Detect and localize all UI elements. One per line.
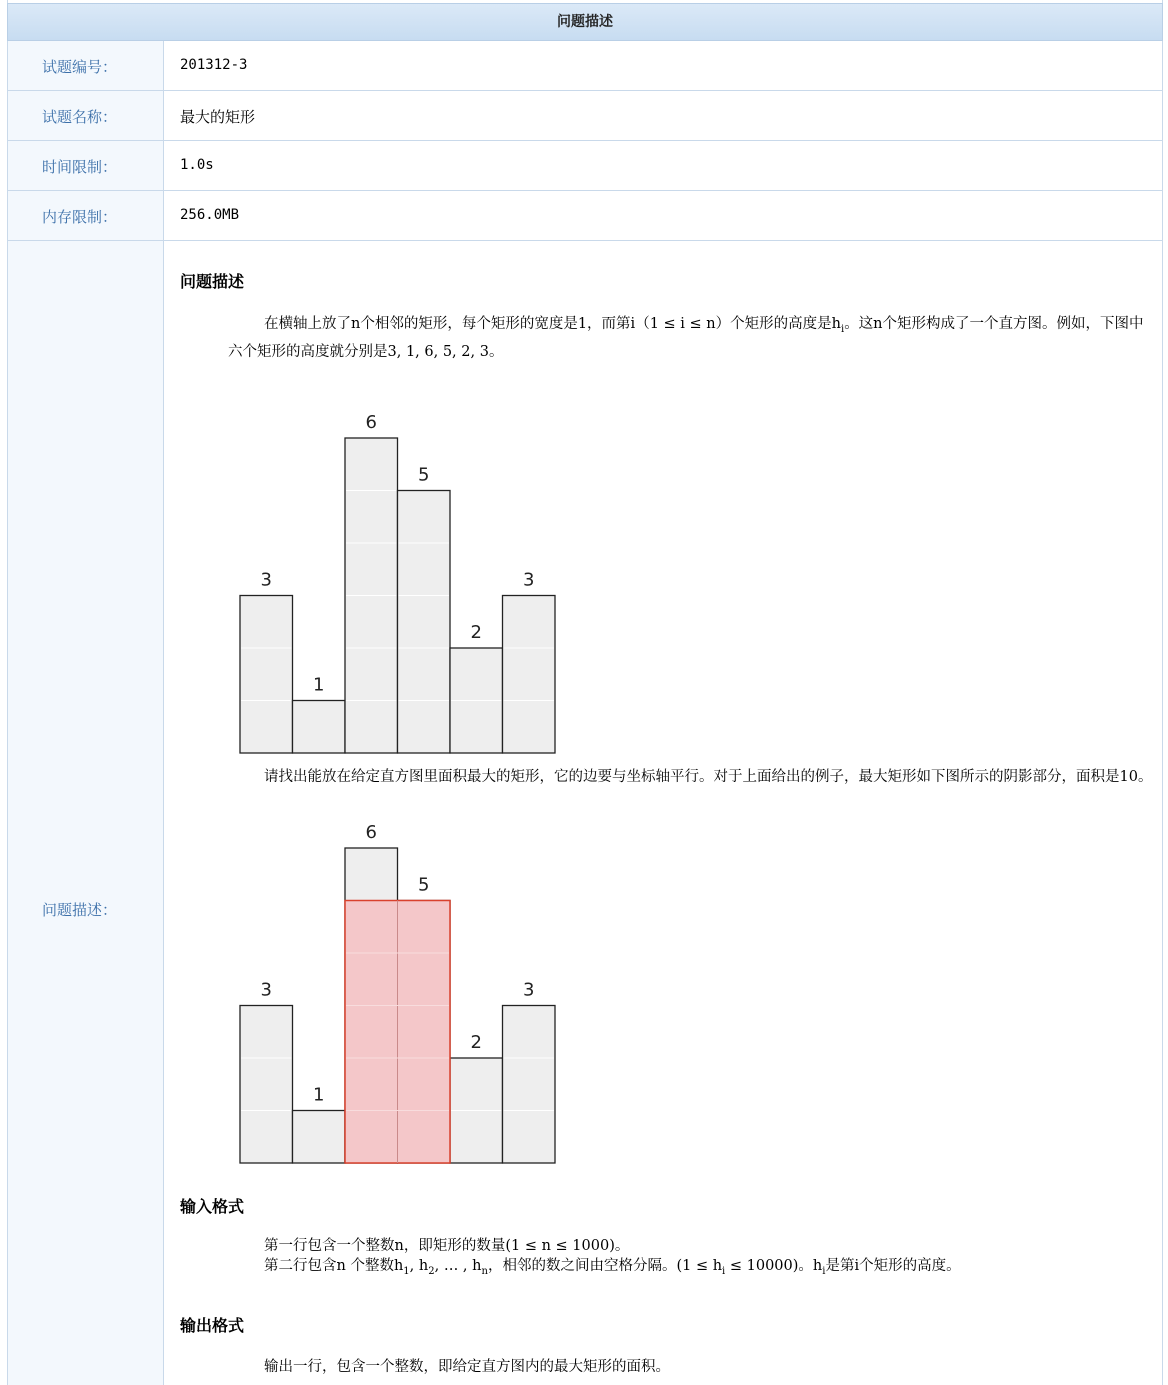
histogram-highlight-chart: [236, 811, 566, 1171]
section-title-input: 输入格式: [180, 1197, 245, 1216]
info-row-time: [8, 141, 1162, 191]
bar-data-label: 5: [418, 874, 430, 896]
bar-data-label: 6: [365, 822, 377, 843]
memory-limit-value: 256.0MB: [180, 207, 240, 223]
problem-id-value: 201312-3: [180, 57, 248, 73]
input-format-text: 第一行包含一个整数n，即矩形的数量(1 ≤ n ≤ 1000)。 第二行包含n 个整数$h_1$, $h_2$, … , $h_n$，相邻的数之间由空格分隔。$(1 \le h_i \le 10000)$。$h_i$是第i个矩形的高度。: [264, 1238, 961, 1277]
row-label: 内存限制：: [42, 208, 118, 226]
section-title-description: 问题描述: [180, 272, 245, 291]
bar-data-label: 2: [470, 1032, 482, 1053]
bar-data-label: 6: [365, 412, 377, 433]
bar-data-label: 3: [523, 979, 535, 1001]
description-row: [8, 241, 1162, 1385]
row-label: 试题编号：: [42, 58, 118, 76]
problem-name-value: 最大的矩形: [180, 108, 256, 126]
histogram-chart: [236, 401, 566, 761]
histogram-bar: [503, 596, 556, 754]
info-row-id: [8, 41, 1162, 91]
bar-data-label: 3: [260, 569, 272, 591]
histogram-bar: [240, 1006, 293, 1164]
bar-data-label: 2: [470, 622, 482, 643]
time-limit-value: 1.0s: [180, 157, 214, 173]
histogram-bar: [398, 491, 451, 754]
page-title: 问题描述: [7, 3, 1163, 41]
bar-data-label: 1: [313, 1084, 325, 1106]
paragraph-task: 请找出能放在给定直方图里面积最大的矩形，它的边要与坐标轴平行。对于上面给出的例子，最大矩形如下图所示的阴影部分，面积是10。: [264, 769, 1153, 785]
info-row-name: [8, 91, 1162, 141]
row-label: 问题描述：: [42, 901, 118, 919]
output-format-text: 输出一行，包含一个整数，即给定直方图内的最大矩形的面积。: [264, 1359, 670, 1375]
histogram-bar: [293, 701, 346, 754]
info-row-memory: [8, 191, 1162, 241]
histogram-bar: [293, 1111, 346, 1164]
section-title-output: 输出格式: [180, 1316, 245, 1335]
histogram-bar: [503, 1006, 556, 1164]
row-label: 试题名称：: [42, 108, 118, 126]
bar-data-label: 3: [260, 979, 272, 1001]
bar-data-label: 5: [418, 464, 430, 486]
row-label: 时间限制：: [42, 158, 118, 176]
bar-data-label: 1: [313, 674, 325, 696]
paragraph-intro: 在横轴上放了n个相邻的矩形，每个矩形的宽度是1，而第i（1 ≤ i ≤ n）个矩形的高度是$h_i$。这n个矩形构成了一个直方图。例如，下图中六个矩形的高度就分别是3, 1, 6, 5, 2, 3。: [228, 316, 1144, 360]
histogram-bar: [240, 596, 293, 754]
bar-data-label: 3: [523, 569, 535, 591]
